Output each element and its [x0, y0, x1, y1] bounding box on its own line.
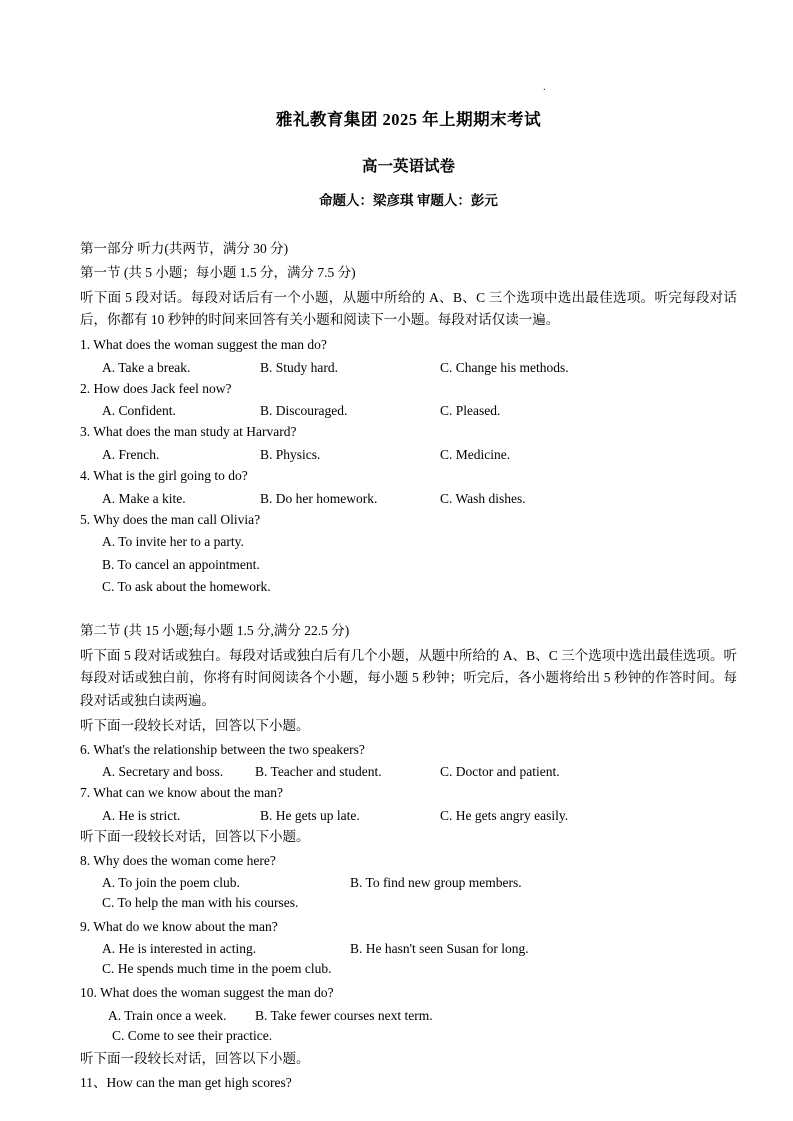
question-stem-2: 2. How does Jack feel now?	[80, 380, 232, 396]
option-b: B. Teacher and student.	[255, 764, 382, 780]
question-options-6	[80, 761, 737, 780]
question-options-2	[80, 400, 737, 419]
page-dot-mark: .	[543, 81, 546, 93]
section-2-heading: 第二节 (共 15 小题;每小题 1.5 分,满分 22.5 分)	[80, 622, 350, 638]
question-5-option-c: C. To ask about the homework.	[102, 579, 271, 595]
option-b: B. Physics.	[260, 446, 321, 462]
option-b: B. Discouraged.	[260, 403, 348, 419]
question-options-4	[80, 488, 737, 507]
question-8-option-c: C. To help the man with his courses.	[102, 895, 299, 911]
option-b: B. He gets up late.	[260, 807, 360, 823]
paper-byline: 命题人：梁彦琪 审题人：彭元	[319, 193, 498, 208]
question-options-3	[80, 444, 737, 463]
option-c: C. Wash dishes.	[440, 490, 526, 506]
question-9-option-c: C. He spends much time in the poem club.	[102, 961, 332, 977]
option-a: A. Train once a week.	[108, 1007, 227, 1023]
option-b: B. Study hard.	[260, 359, 339, 375]
option-a: A. Confident.	[102, 403, 176, 419]
question-stem-9: 9. What do we know about the man?	[80, 918, 278, 934]
option-b: B. Do her homework.	[260, 490, 378, 506]
question-options-10-row1	[80, 1005, 737, 1024]
part-1-heading: 第一部分 听力(共两节，满分 30 分)	[80, 241, 289, 256]
option-a: A. He is interested in acting.	[102, 941, 257, 957]
question-options-8-row1	[80, 872, 737, 891]
question-options-1	[80, 357, 737, 376]
section-2-instructions: 听下面 5 段对话或独白。每段对话或独白后有几个小题，从题中所给的 A、B、C 三个选项中选出最佳选项。听每段对话或独白前，你将有时间阅读各个小题，每小题 5 秒钟；听完后，各小题将给出 5 秒钟的作答时间。每段对话或独白读两遍。	[80, 647, 737, 709]
section-1-heading: 第一节 (共 5 小题；每小题 1.5 分，满分 7.5 分)	[80, 264, 356, 280]
section-1-instructions: 听下面 5 段对话。每段对话后有一个小题，从题中所给的 A、B、C 三个选项中选出最佳选项。听完每段对话后，你都有 10 秒钟的时间来回答有关小题和阅读下一小题。每段对话仅读一遍。	[80, 289, 737, 328]
option-b: B. Take fewer courses next term.	[255, 1007, 433, 1023]
question-stem-4: 4. What is the girl going to do?	[80, 467, 248, 483]
option-a: A. He is strict.	[102, 807, 181, 823]
option-a: A. To join the poem club.	[102, 875, 240, 891]
cue-long-dialogue-3: 听下面一段较长对话，回答以下小题。	[80, 1051, 310, 1067]
option-a: A. Take a break.	[102, 359, 191, 375]
option-b: B. He hasn't seen Susan for long.	[350, 941, 529, 957]
question-stem-1: 1. What does the woman suggest the man do?	[80, 337, 327, 353]
option-b: B. To find new group members.	[350, 875, 522, 891]
question-stem-10: 10. What does the woman suggest the man do?	[80, 985, 334, 1001]
question-10-option-c: C. Come to see their practice.	[112, 1027, 273, 1043]
page-title: 雅礼教育集团 2025 年上期期末考试	[275, 110, 542, 129]
question-stem-8: 8. Why does the woman come here?	[80, 852, 276, 868]
question-options-9-row1	[80, 938, 737, 957]
option-c: C. Change his methods.	[440, 359, 569, 375]
question-stem-7: 7. What can we know about the man?	[80, 785, 283, 801]
cue-long-dialogue-1: 听下面一段较长对话，回答以下小题。	[80, 717, 310, 733]
question-5-option-a: A. To invite her to a party.	[102, 534, 244, 550]
question-options-7	[80, 805, 737, 824]
paper-subtitle: 高一英语试卷	[361, 158, 455, 175]
option-c: C. Doctor and patient.	[440, 764, 560, 780]
option-c: C. Pleased.	[440, 403, 501, 419]
question-stem-3: 3. What does the man study at Harvard?	[80, 424, 297, 440]
option-a: A. Secretary and boss.	[102, 764, 224, 780]
option-a: A. Make a kite.	[102, 490, 186, 506]
question-5-option-b: B. To cancel an appointment.	[102, 556, 260, 572]
question-stem-6: 6. What's the relationship between the two speakers?	[80, 741, 365, 757]
question-stem-5: 5. Why does the man call Olivia?	[80, 511, 261, 527]
option-a: A. French.	[102, 446, 160, 462]
option-c: C. Medicine.	[440, 446, 511, 462]
question-stem-11: 11、How can the man get high scores?	[80, 1075, 292, 1091]
option-c: C. He gets angry easily.	[440, 807, 569, 823]
cue-long-dialogue-2: 听下面一段较长对话，回答以下小题。	[80, 828, 310, 844]
